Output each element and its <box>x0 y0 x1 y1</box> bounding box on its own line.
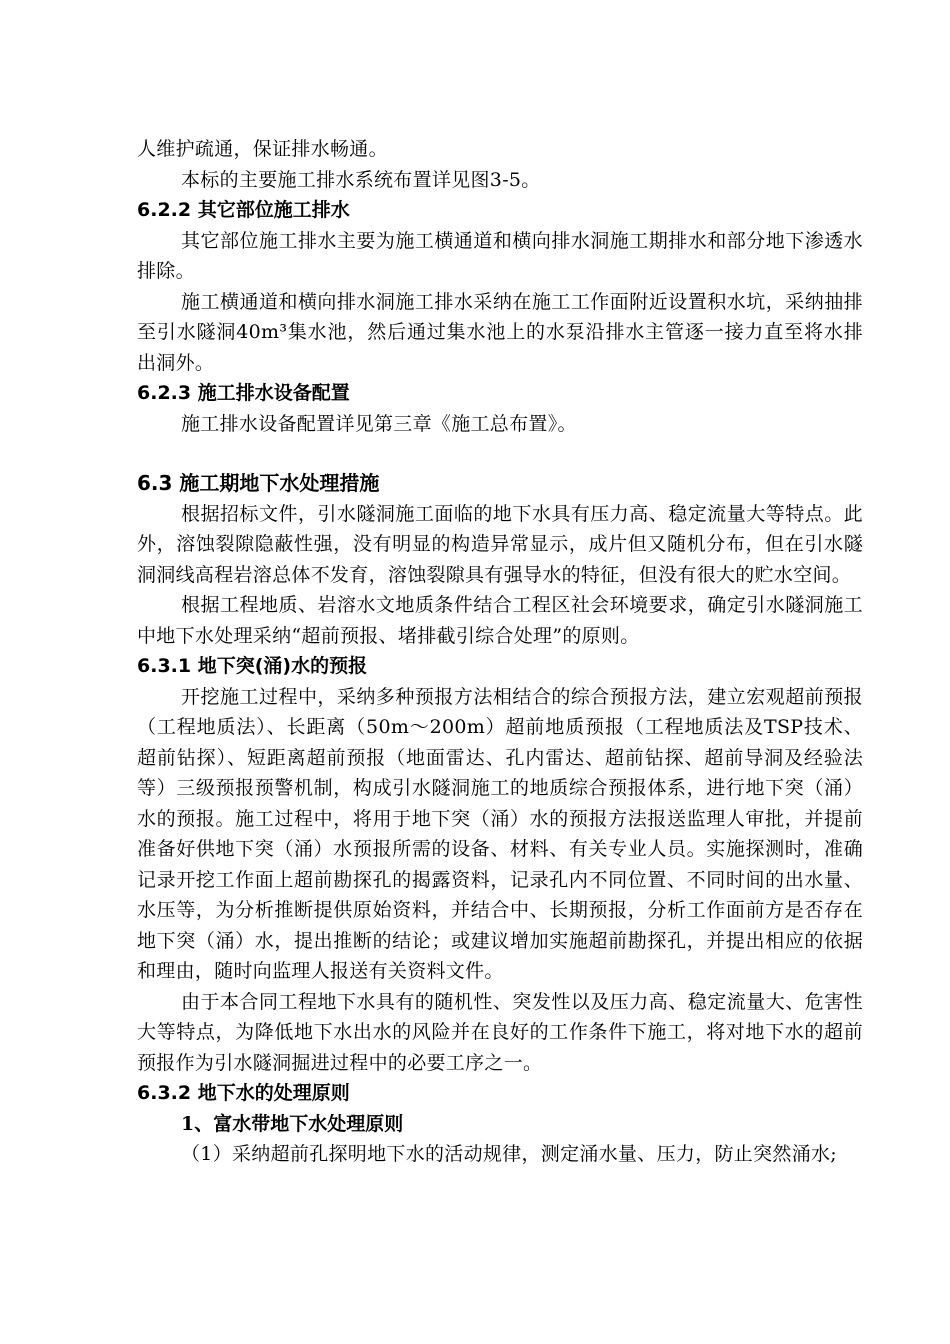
document-body <box>137 134 863 1170</box>
body-paragraph: 本标的主要施工排水系统布置详见图3-5。 <box>181 168 541 191</box>
body-paragraph: 根据工程地质、岩溶水文地质条件结合工程区社会环境要求，确定引水隧洞施工中地下水处理采纳“超前预报、堵排截引综合处理”的原则。 <box>137 594 863 647</box>
body-paragraph: 其它部位施工排水主要为施工横通道和横向排水洞施工期排水和部分地下渗透水排除。 <box>137 229 863 282</box>
body-paragraph: 开挖施工过程中，采纳多种预报方法相结合的综合预报方法，建立宏观超前预报（工程地质法）、长距离（50m～200m）超前地质预报（工程地质法及TSP技术、超前钻探）、短距离超前预报（地面雷达、孔内雷达、超前钻探、超前导洞及经验法等）三级预报预警机制，构成引水隧洞施工的地质综合预报体系，进行地下突（涌）水的预报。施工过程中，将用于地下突（涌）水的预报方法报送监理人审批，并提前准备好供地下突（涌）水预报所需的设备、材料、有关专业人员。实施探测时，准确记录开挖工作面上超前勘探孔的揭露资料，记录孔内不同位置、不同时间的出水量、水压等，为分析推断提供原始资料，并结合中、长期预报，分析工作面前方是否存在地下突（涌）水，提出推断的结论；或建议增加实施超前勘探孔，并提出相应的依据和理由，随时向监理人报送有关资料文件。 <box>137 685 863 982</box>
body-paragraph: 根据招标文件，引水隧洞施工面临的地下水具有压力高、稳定流量大等特点。此外，溶蚀裂隙隐蔽性强，没有明显的构造异常显示，成片但又随机分布，但在引水隧洞洞线高程岩溶总体不发育，溶蚀裂隙具有强导水的特征，但没有很大的贮水空间。 <box>137 502 863 586</box>
numbered-heading: 1、富水带地下水处理原则 <box>181 1112 404 1135</box>
body-paragraph: 施工横通道和横向排水洞施工排水采纳在施工工作面附近设置积水坑，采纳抽排至引水隧洞40m³集水池，然后通过集水池上的水泵沿排水主管逐一接力直至将水排出洞外。 <box>137 290 863 374</box>
body-paragraph: 施工排水设备配置详见第三章《施工总布置》。 <box>181 412 577 435</box>
subsection-heading: 6.3.2 地下水的处理原则 <box>137 1082 350 1104</box>
section-heading: 6.3 施工期地下水处理措施 <box>137 471 380 495</box>
subsection-heading: 6.3.1 地下突(涌)水的预报 <box>137 655 368 677</box>
body-paragraph: （1）采纳超前孔探明地下水的活动规律，测定涌水量、压力，防止突然涌水; <box>181 1143 837 1165</box>
body-paragraph: 人维护疏通，保证排水畅通。 <box>137 138 388 160</box>
section-spacer <box>137 439 863 468</box>
body-paragraph: 由于本合同工程地下水具有的随机性、突发性以及压力高、稳定流量大、危害性大等特点，为降低地下水出水的风险并在良好的工作条件下施工，将对地下水的超前预报作为引水隧洞掘进过程中的必要工序之一。 <box>137 990 863 1074</box>
subsection-heading: 6.2.2 其它部位施工排水 <box>137 199 350 221</box>
subsection-heading: 6.2.3 施工排水设备配置 <box>137 382 350 404</box>
